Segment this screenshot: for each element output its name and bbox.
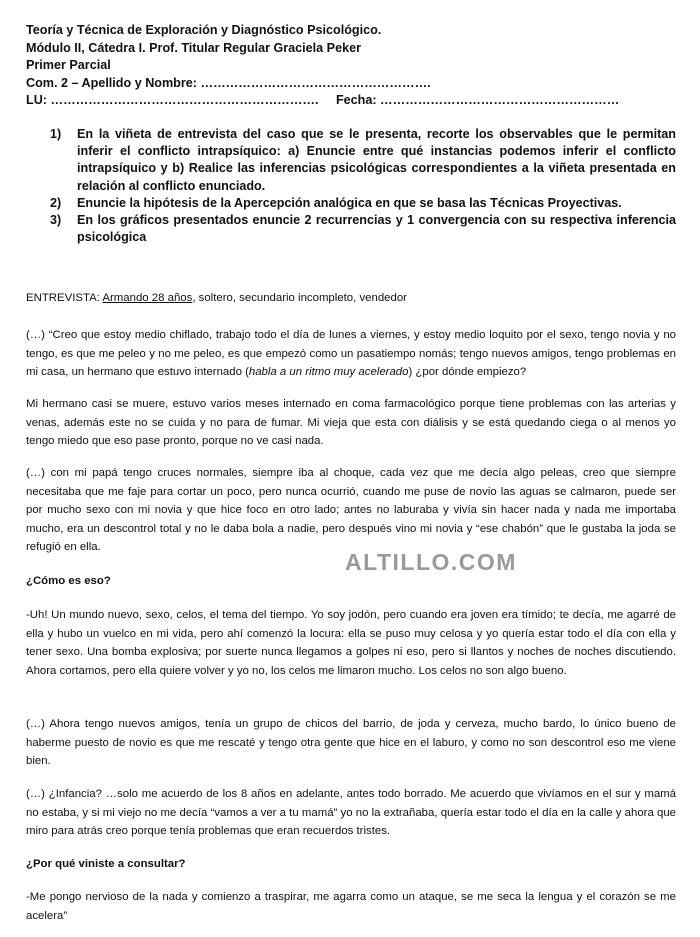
interview-paragraph: Mi hermano casi se muere, estuvo varios meses internado en coma farmacológico porque tiene problemas con las arterias y venas, además este no se cuida y no para de fumar. Mi vieja que esta con diálisis y se está quedando ciega o al menos yo tengo miedo que eso pase pronto, porque no ve casi nada. bbox=[26, 398, 676, 448]
paragraph-text: (…) “Creo que estoy medio chiflado, trabajo todo el día de lunes a viernes, y estoy medio loquito por el sexo, tengo novia y no tengo, es que me peleo y no me peleo, es que empezó como un pasatiempo nomás; tengo nuevos amigos, tengo problemas en mi casa, un hermano que estuvo internado ( bbox=[26, 329, 676, 379]
module-line: Módulo II, Cátedra I. Prof. Titular Regular Graciela Peker bbox=[26, 40, 361, 55]
interview-paragraph bbox=[26, 326, 676, 382]
question-text: En los gráficos presentados enuncie 2 recurrencias y 1 convergencia con su respectiva inferencia psicológica bbox=[77, 213, 676, 245]
question-text: En la viñeta de entrevista del caso que se le presenta, recorte los observables que le permitan inferir el conflicto intrapsíquico: a) Enuncie entre qué instancias podemos inferir el conflicto intrapsíquico y b) Realice las inferencias psicológicas correspondientes a la viñeta presentada en relación al conflicto enunciado. bbox=[77, 127, 676, 193]
interview-heading bbox=[26, 289, 676, 308]
question-item bbox=[50, 212, 676, 246]
interviewer-question: ¿Cómo es eso? bbox=[26, 575, 111, 587]
interview-paragraph: (…) Ahora tengo nuevos amigos, tenía un grupo de chicos del barrio, de joda y cerveza, mucho bardo, lo único bueno de haberme puesto de novio es que me rescaté y tengo otra gente que hice en el laburo, y como no son descontrol eso me viene bien. bbox=[26, 718, 676, 768]
interview-paragraph: (…) con mi papá tengo cruces normales, siempre iba al choque, cada vez que me decía algo peleas, creo que siempre necesitaba que me faje para cortar un poco, pero nunca ocurrió, cuando me puse de novio las aguas se calmaron, puede ser por mucho sexo con mi novia y que hice foco en otro lado; antes no laburaba y vivía sin hacer nada y nada me importaba mucho, era un descontrol total y no le daba bola a nadie, pero después vino mi novia y “ese chabón” que le gustaba la joda se refugió en ella. bbox=[26, 467, 676, 554]
lu-field: LU: ………………………………………………………. bbox=[26, 93, 319, 107]
lu-date-line bbox=[26, 92, 676, 110]
patient-details: , soltero, secundario incompleto, vendedor bbox=[192, 292, 407, 304]
question-number: 1) bbox=[50, 127, 62, 141]
name-line: Com. 2 – Apellido y Nombre: ………………………………………………. bbox=[26, 75, 431, 90]
interview-paragraph: -Uh! Un mundo nuevo, sexo, celos, el tema del tiempo. Yo soy jodón, pero cuando era joven era tímido; te decía, me agarré de ella y hubo un vuelco en mi vida, pero ahí comenzó la locura: ella se puso muy celosa y yo quería estar todo el día con ella y tener sexo. Una bomba explosiva; por suerte nunca llegamos a golpes ni eso, pero si llantos y noches de noches discutiendo. Ahora cortamos, pero ella quiere volver y yo no, los celos me limaron mucho. Los celos no son algo bueno. bbox=[26, 609, 676, 677]
question-number: 3) bbox=[50, 213, 62, 228]
course-title: Teoría y Técnica de Exploración y Diagnóstico Psicológico. bbox=[26, 23, 382, 37]
exam-type: Primer Parcial bbox=[26, 58, 111, 72]
date-field: Fecha: ………………………………………………… bbox=[335, 93, 620, 107]
question-item bbox=[50, 195, 676, 212]
interview-paragraph: (…) ¿Infancia? …solo me acuerdo de los 8 años en adelante, antes todo borrado. Me acuerdo que vivíamos en el sur y mamá no estaba, y si mi viejo no me decía “vamos a ver a tu mamá” yo no la extrañaba, quería estar todo el día en la calle y ahora que miro para atrás creo porque tenía problemas que eran recuerdos tristes. bbox=[26, 788, 676, 838]
question-item bbox=[50, 126, 676, 195]
interview-paragraph: -Me pongo nervioso de la nada y comienzo a traspirar, me agarra como un ataque, se me seca la lengua y el corazón se me acelera” bbox=[26, 891, 676, 922]
exam-header bbox=[26, 22, 676, 110]
paragraph-text: ) ¿por dónde empiezo? bbox=[408, 366, 527, 379]
question-list bbox=[50, 126, 676, 246]
patient-name: Armando 28 años bbox=[102, 292, 193, 304]
interviewer-question: ¿Por qué viniste a consultar? bbox=[26, 858, 186, 870]
italic-note: habla a un ritmo muy acelerado bbox=[248, 366, 409, 379]
interview-label: ENTREVISTA: bbox=[26, 292, 100, 304]
question-number: 2) bbox=[50, 195, 62, 210]
question-text: Enuncie la hipótesis de la Apercepción analógica en que se basa las Técnicas Proyectivas. bbox=[77, 195, 622, 210]
watermark: ALTILLO.COM bbox=[345, 549, 517, 575]
